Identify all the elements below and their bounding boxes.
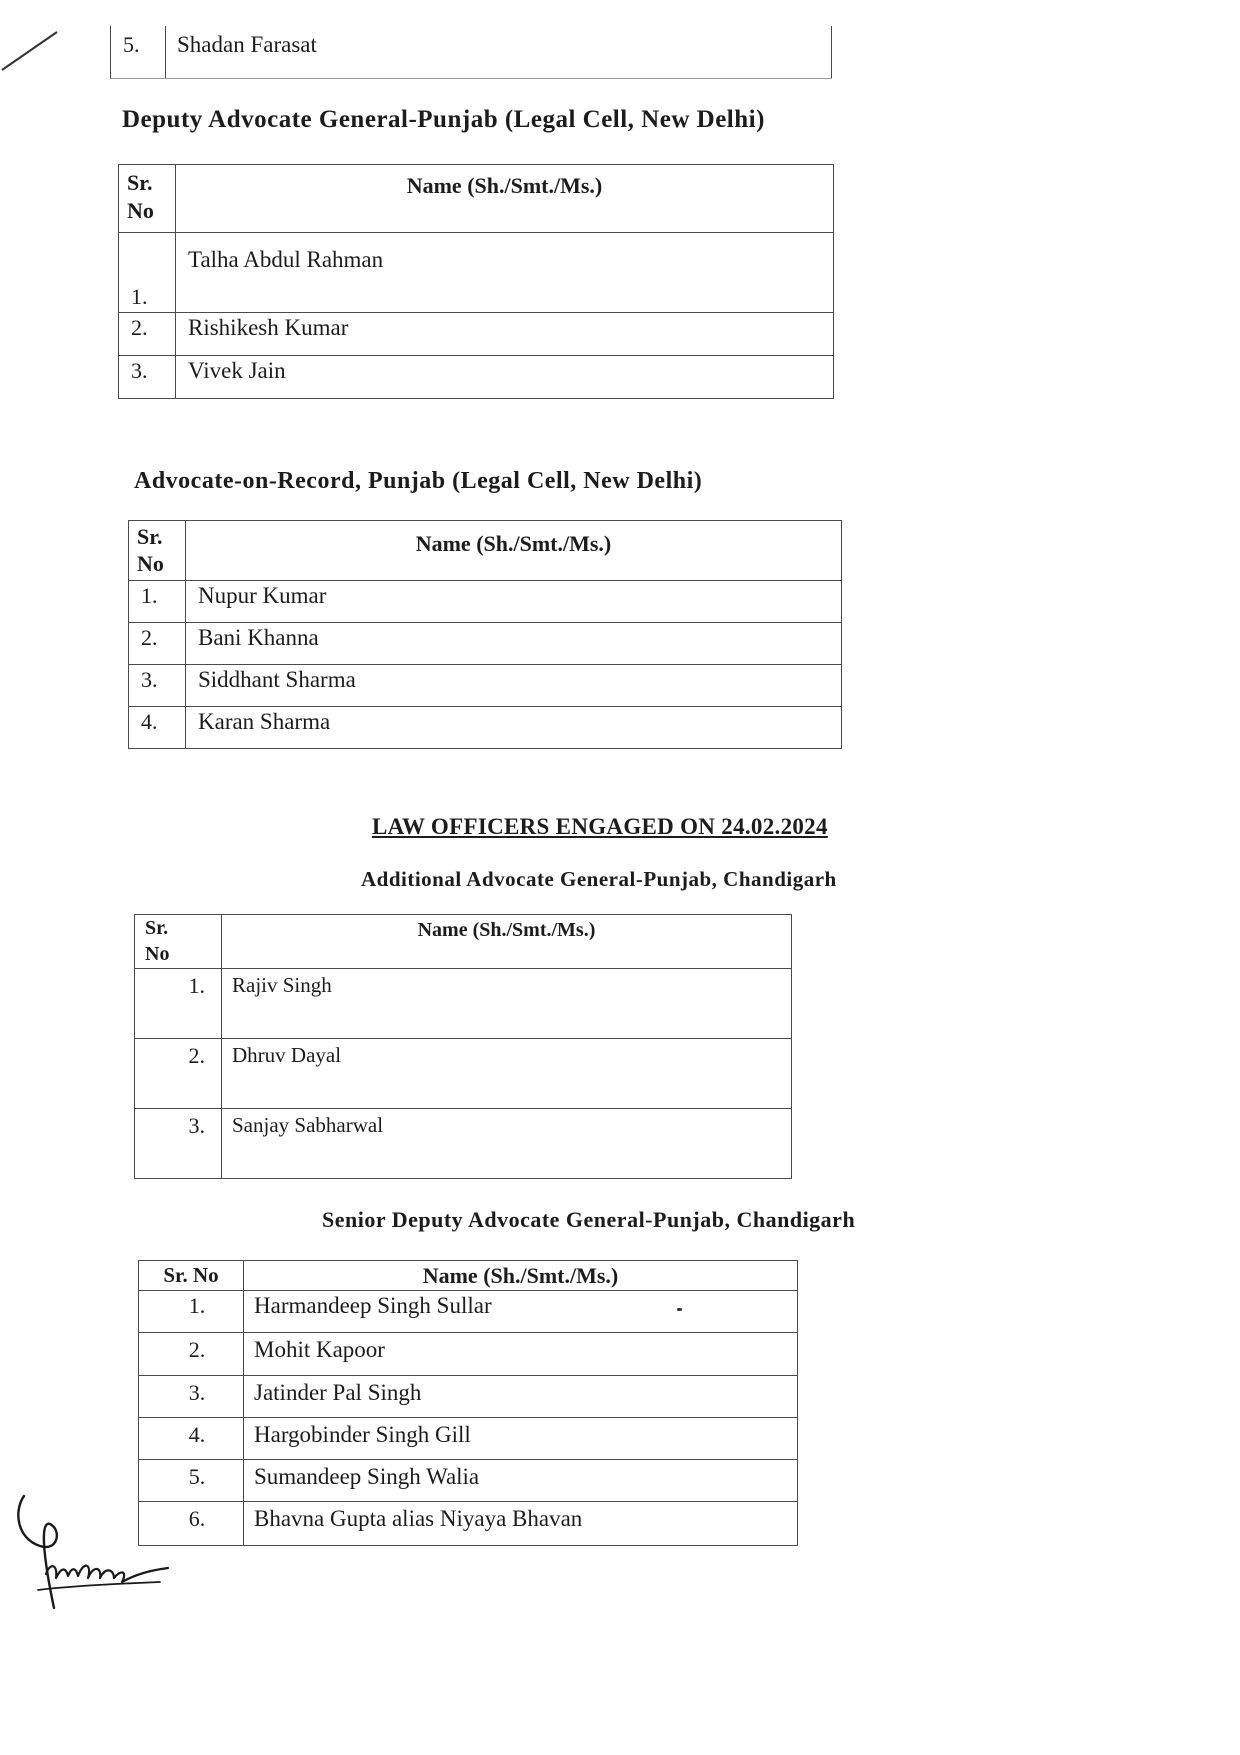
col-name-header: Name (Sh./Smt./Ms.)	[222, 915, 792, 969]
sr-cell: 2.	[119, 313, 176, 356]
sr-cell: 3.	[135, 1109, 222, 1179]
sr-cell: 1.	[135, 969, 222, 1039]
aag-table	[134, 914, 792, 1179]
col-sr-header: Sr. No	[119, 165, 176, 233]
name-cell: Bani Khanna	[186, 623, 842, 665]
page-title: LAW OFFICERS ENGAGED ON 24.02.2024	[372, 814, 828, 839]
name-cell: Nupur Kumar	[186, 581, 842, 623]
sr-cell: 3.	[139, 1376, 244, 1418]
margin-pen-stroke	[0, 28, 60, 73]
name-cell: Vivek Jain	[176, 356, 834, 399]
name-cell	[166, 26, 832, 78]
name-cell: Rajiv Singh	[222, 969, 792, 1039]
sr-cell: 1.	[119, 233, 176, 313]
sr-cell: 2.	[139, 1333, 244, 1376]
name-value: Shadan Farasat	[177, 32, 317, 57]
sdag-table	[138, 1260, 798, 1546]
section-heading: Additional Advocate General-Punjab, Chandigarh	[361, 867, 837, 891]
col-sr-header: Sr. No	[135, 915, 222, 969]
sr-cell	[111, 26, 166, 78]
name-cell: Harmandeep Singh Sullar	[244, 1291, 798, 1333]
carry-over-table	[110, 26, 832, 79]
sr-cell: 4.	[129, 707, 186, 749]
name-cell: Dhruv Dayal	[222, 1039, 792, 1109]
table-row	[139, 1460, 798, 1502]
sr-cell: 2.	[135, 1039, 222, 1109]
name-cell: Rishikesh Kumar	[176, 313, 834, 356]
col-name-header: Name (Sh./Smt./Ms.)	[186, 521, 842, 581]
sr-cell: 6.	[139, 1502, 244, 1546]
name-cell: Sumandeep Singh Walia	[244, 1460, 798, 1502]
sr-cell: 4.	[139, 1418, 244, 1460]
col-name-header: Name (Sh./Smt./Ms.)	[176, 165, 834, 233]
col-name-header: Name (Sh./Smt./Ms.)	[244, 1261, 798, 1291]
aor-table	[128, 520, 842, 749]
table-row	[135, 1039, 792, 1109]
table-header-row	[139, 1261, 798, 1291]
table-row	[119, 313, 834, 356]
table-row	[119, 233, 834, 313]
name-cell: Talha Abdul Rahman	[176, 233, 834, 313]
table-header-row	[129, 521, 842, 581]
table-row	[135, 1109, 792, 1179]
col-sr-header: Sr. No	[139, 1261, 244, 1291]
table-row	[129, 581, 842, 623]
table-row	[119, 356, 834, 399]
sr-cell: 1.	[129, 581, 186, 623]
name-cell: Siddhant Sharma	[186, 665, 842, 707]
table-row	[139, 1418, 798, 1460]
section-heading: Senior Deputy Advocate General-Punjab, Chandigarh	[322, 1207, 856, 1232]
sr-value: 5.	[123, 32, 140, 57]
table-row	[139, 1502, 798, 1546]
table-row	[129, 623, 842, 665]
col-sr-header: Sr. No	[129, 521, 186, 581]
sr-cell: 5.	[139, 1460, 244, 1502]
sr-cell: 3.	[129, 665, 186, 707]
sr-cell: 1.	[139, 1291, 244, 1333]
section-heading: Advocate-on-Record, Punjab (Legal Cell, New Delhi)	[134, 468, 703, 494]
name-cell: Bhavna Gupta alias Niyaya Bhavan	[244, 1502, 798, 1546]
ink-speck	[677, 1308, 682, 1311]
section-heading: Deputy Advocate General-Punjab (Legal Cell, New Delhi)	[122, 106, 765, 133]
table-row	[111, 26, 832, 78]
name-cell: Hargobinder Singh Gill	[244, 1418, 798, 1460]
name-cell: Mohit Kapoor	[244, 1333, 798, 1376]
name-cell: Karan Sharma	[186, 707, 842, 749]
name-cell: Jatinder Pal Singh	[244, 1376, 798, 1418]
name-cell: Sanjay Sabharwal	[222, 1109, 792, 1179]
table-row	[139, 1291, 798, 1333]
table-row	[139, 1376, 798, 1418]
sr-cell: 3.	[119, 356, 176, 399]
table-row	[135, 969, 792, 1039]
table-header-row	[119, 165, 834, 233]
table-row	[129, 707, 842, 749]
table-header-row	[135, 915, 792, 969]
table-row	[129, 665, 842, 707]
sr-cell: 2.	[129, 623, 186, 665]
dag-table	[118, 164, 834, 399]
table-row	[139, 1333, 798, 1376]
handwritten-signature	[10, 1490, 180, 1630]
